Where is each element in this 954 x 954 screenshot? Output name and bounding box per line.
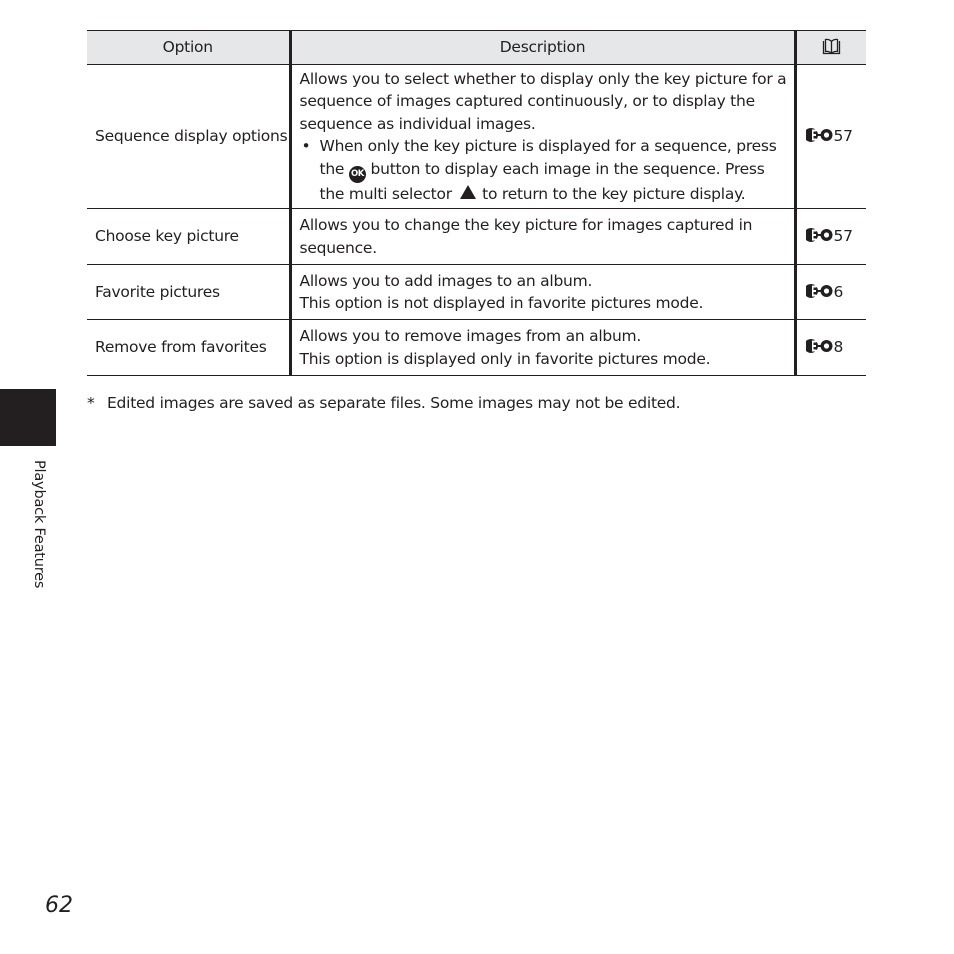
reference-page: 57	[833, 127, 853, 146]
bullet-text-3: to return to the key picture display.	[477, 184, 746, 203]
ok-button-icon: OK	[349, 166, 366, 183]
option-cell: Remove from favorites	[87, 320, 290, 376]
table-header-row	[87, 31, 866, 65]
footnote-mark: *	[87, 394, 95, 412]
section-tab	[0, 389, 56, 446]
reference-page: 57	[833, 227, 853, 246]
page-number: 62	[45, 893, 73, 918]
header-description: Description	[290, 31, 795, 65]
description-line: Allows you to remove images from an album.	[299, 327, 642, 345]
description-cell	[290, 65, 795, 209]
table-row	[87, 320, 866, 376]
footnote	[87, 392, 680, 414]
up-triangle-icon	[460, 185, 476, 199]
option-cell: Sequence display options	[87, 65, 290, 209]
e-reference-icon	[806, 227, 833, 243]
description-line: Allows you to add images to an album.	[299, 271, 593, 290]
option-cell: Choose key picture	[87, 209, 290, 265]
table-row	[87, 209, 866, 265]
bullet-text-2: button to display each image in the sequence. Press the multi selector	[319, 159, 765, 203]
e-reference-icon	[806, 338, 833, 354]
table-row	[87, 65, 866, 209]
reference-page: 6	[833, 282, 844, 301]
description-cell	[290, 209, 795, 265]
bullet-text-1: When only the key picture is displayed for a sequence, press the	[319, 137, 777, 178]
header-option: Option	[87, 31, 290, 65]
description-line: Allows you to change the key picture for images captured in sequence.	[299, 216, 753, 257]
table-row	[87, 265, 866, 320]
footnote-text: Edited images are saved as separate files. Some images may not be edited.	[107, 394, 681, 412]
description-cell	[290, 320, 795, 376]
section-label: Playback Features	[31, 460, 47, 589]
option-cell: Favorite pictures	[87, 265, 290, 320]
reference-cell	[795, 320, 866, 376]
options-table	[87, 30, 866, 376]
description-cell	[290, 265, 795, 320]
e-reference-icon	[806, 283, 833, 299]
reference-cell	[795, 209, 866, 265]
description-text: Allows you to select whether to display only the key picture for a sequence of images captured continuously, or to display the sequence as individual images.	[299, 69, 787, 133]
reference-cell	[795, 65, 866, 209]
description-line: This option is not displayed in favorite pictures mode.	[299, 294, 704, 312]
description-bullet	[300, 135, 794, 205]
header-reference	[795, 31, 866, 65]
e-reference-icon	[806, 127, 833, 143]
book-icon	[822, 38, 841, 55]
reference-page: 8	[833, 338, 844, 357]
bullet-mark: •	[301, 137, 311, 156]
reference-cell	[795, 265, 866, 320]
description-line: This option is displayed only in favorite pictures mode.	[299, 349, 711, 368]
